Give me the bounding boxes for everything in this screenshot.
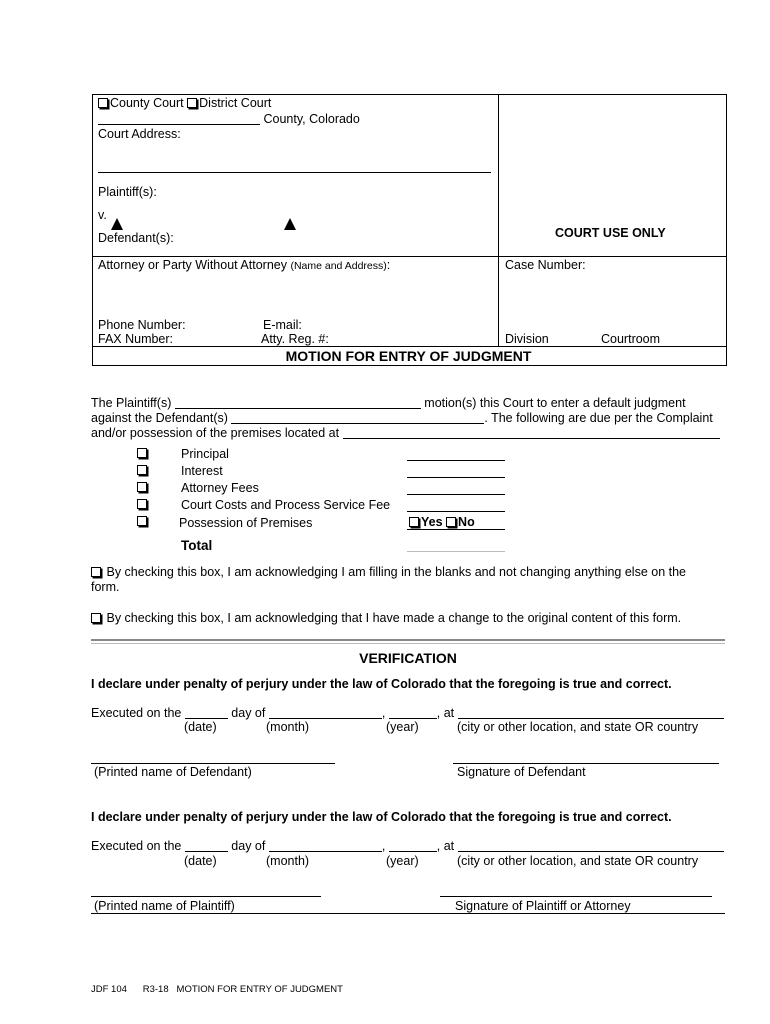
- executed-text: Executed on the: [91, 706, 185, 720]
- premises-address-blank[interactable]: [343, 426, 720, 439]
- printed-name-plaintiff-label: (Printed name of Plaintiff): [94, 899, 235, 913]
- printed-name-defendant-blank[interactable]: [91, 763, 335, 764]
- section-divider: [91, 639, 725, 641]
- section-divider-thin: [91, 643, 725, 644]
- bottom-rule: [91, 913, 725, 914]
- amount-blank[interactable]: [407, 477, 505, 478]
- attorney-label: Attorney or Party Without Attorney: [98, 258, 291, 272]
- caption-row-divider: [92, 256, 726, 257]
- declaration-plaintiff: I declare under penalty of perjury under the law of Colorado that the foregoing is true and correct.: [91, 810, 672, 824]
- comma-text: ,: [381, 706, 389, 720]
- ack-1: [91, 565, 686, 579]
- item-checkbox[interactable]: [137, 516, 147, 526]
- possession-blank: [407, 529, 505, 530]
- location-blank[interactable]: [458, 839, 724, 852]
- court-address-blank[interactable]: [98, 172, 491, 173]
- signature-plaintiff-label: Signature of Plaintiff or Attorney: [455, 899, 631, 913]
- date-blank[interactable]: [185, 706, 228, 719]
- ack-2-checkbox[interactable]: [91, 613, 101, 623]
- list-item: [137, 446, 149, 460]
- list-item: [137, 497, 149, 511]
- date-label: (date): [184, 854, 217, 868]
- county-court-checkbox[interactable]: [98, 98, 108, 108]
- day-of-text: day of: [227, 839, 269, 853]
- court-address-label: Court Address:: [98, 127, 181, 141]
- motion-text: motion(s) this Court to enter a default judgment: [420, 396, 686, 410]
- plaintiff-text: The Plaintiff(s): [91, 396, 175, 410]
- declaration-defendant: I declare under penalty of perjury under the law of Colorado that the foregoing is true and correct.: [91, 677, 672, 691]
- ack-2-text: By checking this box, I am acknowledging that I have made a change to the original content of this form.: [106, 611, 682, 625]
- body-line-1: [91, 396, 686, 410]
- footer: [91, 985, 343, 996]
- left-triangle-icon: [111, 218, 123, 230]
- division-label: Division: [505, 332, 549, 346]
- footer-form-number: JDF 104: [91, 984, 127, 995]
- date-blank[interactable]: [185, 839, 228, 852]
- list-item: [137, 514, 149, 528]
- item-label: Principal: [181, 447, 229, 461]
- district-court-checkbox[interactable]: [187, 98, 197, 108]
- yes-no-row: [409, 515, 475, 529]
- signature-defendant-blank[interactable]: [453, 763, 719, 764]
- amount-blank[interactable]: [407, 511, 505, 512]
- footer-form-title: MOTION FOR ENTRY OF JUDGMENT: [176, 984, 343, 995]
- following-due-text: . The following are due per the Complaint: [484, 411, 713, 425]
- item-label: Interest: [181, 464, 223, 478]
- attorney-sub-label: (Name and Address): [290, 260, 387, 272]
- amount-blank[interactable]: [407, 460, 505, 461]
- case-number-label: Case Number:: [505, 258, 586, 272]
- ack-1-checkbox[interactable]: [91, 567, 101, 577]
- plaintiffs-label: Plaintiff(s):: [98, 185, 157, 199]
- no-label: No: [458, 515, 475, 529]
- page-title: MOTION FOR ENTRY OF JUDGMENT: [285, 348, 532, 364]
- executed-row-defendant: [91, 706, 724, 720]
- executed-row-plaintiff: [91, 839, 724, 853]
- date-label: (date): [184, 720, 217, 734]
- month-blank[interactable]: [269, 839, 382, 852]
- at-text: , at: [436, 706, 458, 720]
- court-use-only: COURT USE ONLY: [555, 226, 666, 240]
- printed-name-plaintiff-blank[interactable]: [91, 896, 321, 897]
- court-type-row: [98, 96, 271, 110]
- footer-revision: R3-18: [142, 984, 169, 995]
- email-label: E-mail:: [263, 318, 302, 332]
- yes-label: Yes: [421, 515, 443, 529]
- month-label: (month): [266, 854, 310, 868]
- total-blank[interactable]: [407, 551, 505, 552]
- no-checkbox[interactable]: [446, 517, 456, 527]
- year-label: (year): [386, 854, 419, 868]
- item-label: Attorney Fees: [181, 481, 259, 495]
- right-triangle-icon: [284, 218, 296, 230]
- year-blank[interactable]: [389, 839, 437, 852]
- body-line-3: [91, 426, 720, 440]
- fax-label: FAX Number:: [98, 332, 174, 346]
- county-row: [98, 112, 360, 126]
- item-checkbox[interactable]: [137, 465, 147, 475]
- district-court-label: District Court: [199, 96, 272, 110]
- location-label: (city or other location, and state OR country: [457, 854, 699, 868]
- month-blank[interactable]: [269, 706, 382, 719]
- location-label: (city or other location, and state OR country: [457, 720, 699, 734]
- defendant-text: against the Defendant(s): [91, 411, 232, 425]
- plaintiff-name-blank[interactable]: [175, 396, 421, 409]
- premises-text: and/or possession of the premises located at: [91, 426, 343, 440]
- at-text: , at: [436, 839, 458, 853]
- defendant-name-blank[interactable]: [231, 411, 484, 424]
- versus-label: v.: [98, 208, 107, 222]
- phone-label: Phone Number:: [98, 318, 186, 332]
- county-name-blank[interactable]: [98, 112, 260, 125]
- courtroom-label: Courtroom: [601, 332, 661, 346]
- comma-text: ,: [381, 839, 389, 853]
- printed-name-defendant-label: (Printed name of Defendant): [94, 765, 252, 779]
- county-court-label: County Court: [110, 96, 184, 110]
- amount-blank[interactable]: [407, 494, 505, 495]
- caption-divider: [498, 94, 499, 346]
- year-blank[interactable]: [389, 706, 437, 719]
- body-line-2: [91, 411, 713, 425]
- item-checkbox[interactable]: [137, 482, 147, 492]
- verification-heading: VERIFICATION: [359, 650, 457, 666]
- item-label: Court Costs and Process Service Fee: [181, 498, 391, 512]
- item-label: Possession of Premises: [179, 516, 313, 530]
- item-checkbox[interactable]: [137, 448, 147, 458]
- ack-2: [91, 611, 681, 625]
- signature-plaintiff-blank[interactable]: [440, 896, 712, 897]
- year-label: (year): [386, 720, 419, 734]
- county-colorado-label: County, Colorado: [263, 112, 360, 126]
- total-label: Total: [181, 538, 213, 553]
- list-item: [137, 480, 149, 494]
- location-blank[interactable]: [458, 706, 724, 719]
- signature-defendant-label: Signature of Defendant: [457, 765, 586, 779]
- ack-1-text: By checking this box, I am acknowledging I am filling in the blanks and not changing anything else on the: [106, 565, 687, 579]
- yes-checkbox[interactable]: [409, 517, 419, 527]
- attorney-colon: :: [386, 258, 391, 272]
- day-of-text: day of: [227, 706, 269, 720]
- item-checkbox[interactable]: [137, 499, 147, 509]
- defendants-label: Defendant(s):: [98, 231, 174, 245]
- executed-text: Executed on the: [91, 839, 185, 853]
- ack-1-continued: form.: [91, 580, 120, 594]
- attorney-label-row: [98, 258, 390, 272]
- list-item: [137, 463, 149, 477]
- month-label: (month): [266, 720, 310, 734]
- atty-reg-label: Atty. Reg. #:: [261, 332, 329, 346]
